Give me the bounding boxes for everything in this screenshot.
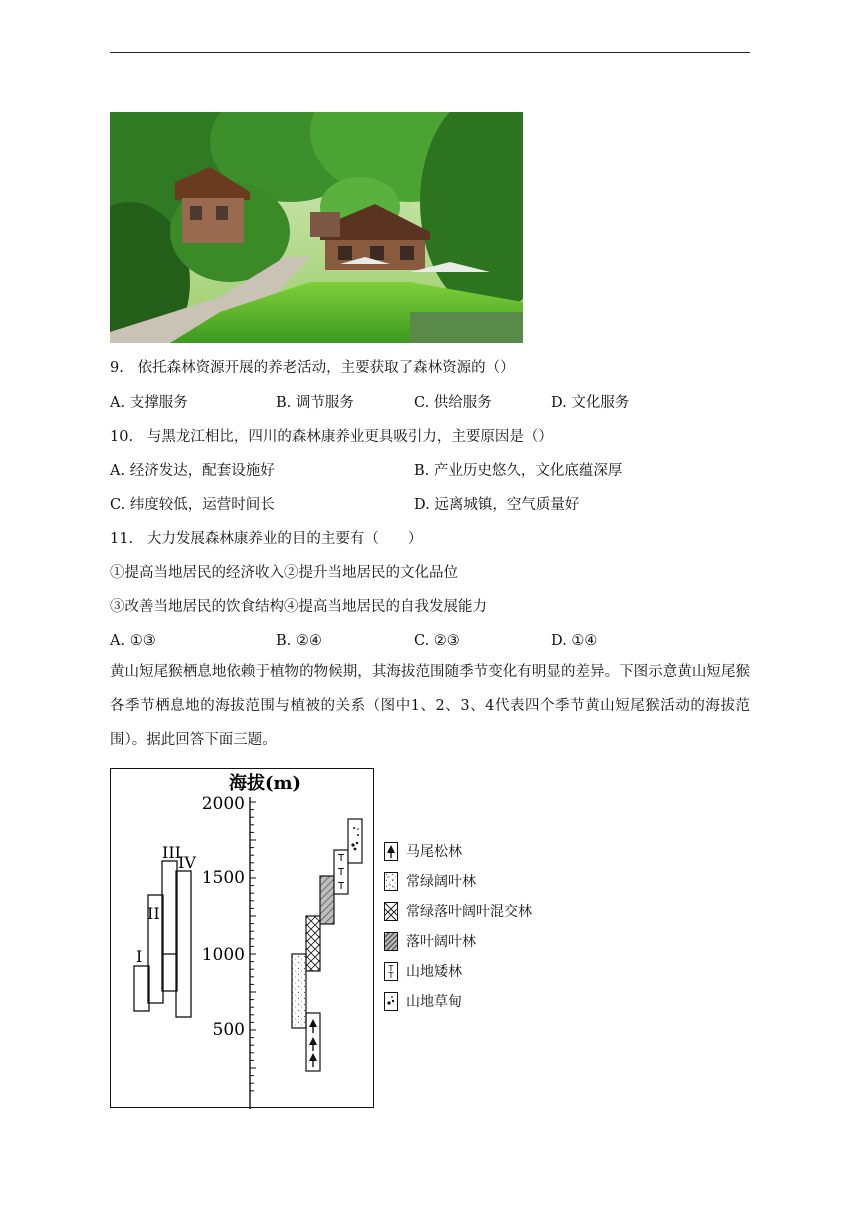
altitude-vegetation-diagram (110, 768, 374, 1108)
tick-label: 500 (212, 1020, 245, 1040)
svg-text:T: T (337, 881, 345, 892)
question-11 (110, 529, 422, 549)
pine-symbols (309, 1019, 317, 1067)
tick-label: 1500 (201, 868, 245, 888)
mixed-forest-icon (384, 902, 398, 921)
svg-text:T: T (337, 867, 345, 878)
season-4-bar (176, 871, 191, 1017)
tick-label: 1000 (201, 945, 245, 965)
axis-ticks (250, 802, 256, 1091)
question-10 (110, 427, 553, 447)
option-a[interactable]: A. 支撑服务 (110, 395, 188, 411)
meadow-band (348, 819, 362, 863)
dwarf-forest-icon (384, 962, 398, 981)
season-1-bar (134, 966, 149, 1011)
meadow-icon (384, 992, 398, 1011)
question-text: 依托森林资源开展的养老活动，主要获取了森林资源的（） (137, 360, 515, 376)
evergreen-broadleaf-icon (384, 872, 398, 891)
tick-label: 2000 (201, 794, 245, 814)
statements-line-1: ①提高当地居民的经济收入②提升当地居民的文化品位 (110, 565, 458, 581)
option-d[interactable]: D. 远离城镇，空气质量好 (414, 497, 580, 513)
statements-line-2: ③改善当地居民的饮食结构④提高当地居民的自我发展能力 (110, 599, 487, 615)
option-d[interactable]: D. 文化服务 (551, 395, 630, 411)
deciduous-forest-icon (384, 932, 398, 951)
intro-paragraph: 黄山短尾猴栖息地依赖于植物的物候期，其海拔范围随季节变化有明显的差异。下图示意黄山短尾猴各季节栖息地的海拔范围与植被的关系（图中1、2、3、4代表四个季节黄山短尾猴活动的海拔范围）。据此回答下面三题。 (110, 664, 750, 748)
evergreen-broadleaf-band (292, 954, 306, 1028)
option-b[interactable]: B. 产业历史悠久，文化底蕴深厚 (414, 463, 623, 479)
header-rule (110, 52, 750, 53)
option-c[interactable]: C. 供给服务 (414, 395, 492, 411)
forest-village-photo (110, 112, 523, 343)
option-a[interactable]: A. ①③ (110, 633, 156, 649)
option-b[interactable]: B. ②④ (276, 633, 322, 649)
option-c[interactable]: C. ②③ (414, 633, 460, 649)
option-a[interactable]: A. 经济发达，配套设施好 (110, 463, 275, 479)
deciduous-forest-band (320, 876, 334, 924)
season-3-bar (162, 861, 177, 991)
season-label-3: III (162, 843, 181, 862)
question-number: 9. (110, 360, 124, 376)
question-number: 10. (110, 429, 134, 445)
question-9 (110, 358, 515, 378)
season-label-1: I (136, 947, 143, 966)
pine-forest-icon (384, 842, 398, 861)
svg-text:T: T (337, 853, 345, 864)
season-label-2: II (147, 904, 160, 923)
option-b[interactable]: B. 调节服务 (276, 395, 354, 411)
question-number: 11. (110, 531, 134, 547)
dwarf-symbols (337, 853, 345, 892)
question-text: 大力发展森林康养业的目的主要有（ ） (146, 531, 423, 547)
season-label-4: IV (178, 853, 196, 872)
question-text: 与黑龙江相比，四川的森林康养业更具吸引力，主要原因是（） (146, 429, 553, 445)
mixed-forest-band (306, 916, 320, 971)
option-d[interactable]: D. ①④ (551, 633, 598, 649)
svg-text:T: T (388, 964, 394, 973)
axis-title: 海拔(m) (229, 773, 302, 794)
option-c[interactable]: C. 纬度较低，运营时间长 (110, 497, 275, 513)
svg-text:T: T (388, 971, 394, 980)
